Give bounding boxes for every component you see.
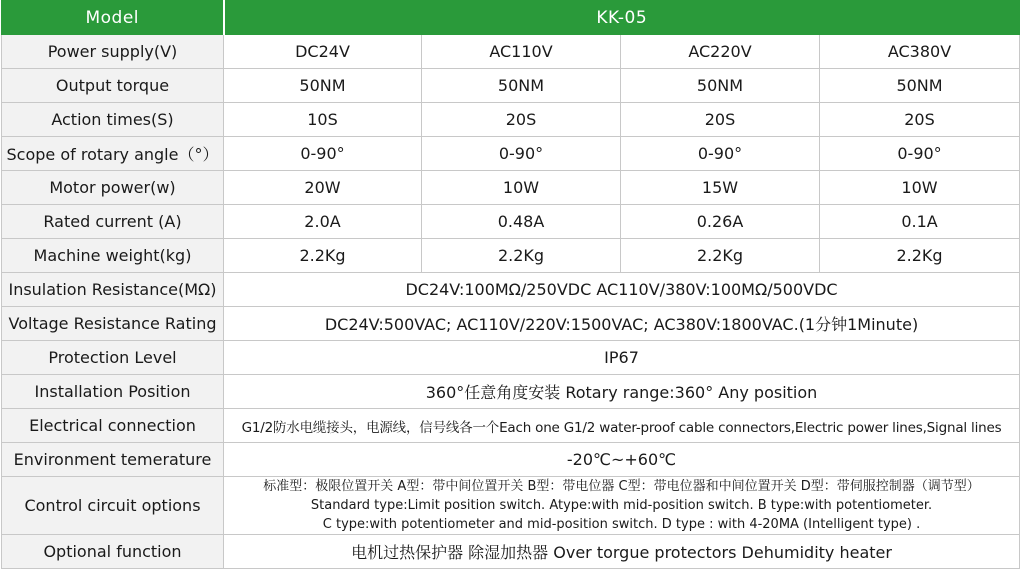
row-label: Protection Level: [2, 341, 224, 375]
row-motor-power: [2, 171, 1020, 205]
row-machine-weight: [2, 239, 1020, 273]
cell-value: 20W: [224, 171, 422, 205]
row-output-torque: [2, 69, 1020, 103]
cell-value: 0-90°: [820, 137, 1020, 171]
cell-value: 20S: [422, 103, 621, 137]
control-line-en-1: Standard type:Limit position switch. Atype:with mid-position switch. B type:with potentiometer.: [310, 498, 933, 513]
row-optional-function: [2, 535, 1020, 569]
cell-value: 0.48A: [422, 205, 621, 239]
cell-value: G1/2防水电缆接头，电源线，信号线各一个Each one G1/2 water-proof cable connectors,Electric power lines,Signal lines: [224, 409, 1020, 443]
cell-value: 0-90°: [422, 137, 621, 171]
row-label: Environment temerature: [2, 443, 224, 477]
row-installation-position: [2, 375, 1020, 409]
cell-value: 0-90°: [621, 137, 820, 171]
cell-value: AC110V: [422, 35, 621, 69]
cell-value: 电机过热保护器 除湿加热器 Over torgue protectors Dehumidity heater: [224, 535, 1020, 569]
row-electrical-connection: [2, 409, 1020, 443]
row-rated-current: [2, 205, 1020, 239]
cell-value: DC24V:100MΩ/250VDC AC110V/380V:100MΩ/500VDC: [224, 273, 1020, 307]
row-label: Optional function: [2, 535, 224, 569]
row-rotary-angle: [2, 137, 1020, 171]
cell-value: 2.2Kg: [422, 239, 621, 273]
row-label: Power supply(V): [2, 35, 224, 69]
cell-value: DC24V:500VAC; AC110V/220V:1500VAC; AC380V:1800VAC.(1分钟1Minute): [224, 307, 1020, 341]
cell-value: 2.2Kg: [224, 239, 422, 273]
row-protection-level: [2, 341, 1020, 375]
row-voltage-resistance: [2, 307, 1020, 341]
cell-value: 50NM: [224, 69, 422, 103]
cell-value: 20S: [820, 103, 1020, 137]
cell-value: 10S: [224, 103, 422, 137]
cell-value: AC220V: [621, 35, 820, 69]
row-power-supply: [2, 35, 1020, 69]
row-action-times: [2, 103, 1020, 137]
cell-value: IP67: [224, 341, 1020, 375]
row-label: Voltage Resistance Rating: [2, 307, 224, 341]
cell-value: DC24V: [224, 35, 422, 69]
cell-value: 2.2Kg: [621, 239, 820, 273]
row-label: Output torque: [2, 69, 224, 103]
cell-value: -20℃~+60℃: [224, 443, 1020, 477]
cell-value: 360°任意角度安装 Rotary range:360° Any position: [224, 375, 1020, 409]
cell-value: 50NM: [820, 69, 1020, 103]
cell-value: 0.26A: [621, 205, 820, 239]
cell-value: 2.2Kg: [820, 239, 1020, 273]
cell-value: 0-90°: [224, 137, 422, 171]
cell-value: 0.1A: [820, 205, 1020, 239]
cell-value: 20S: [621, 103, 820, 137]
row-label: Machine weight(kg): [2, 239, 224, 273]
cell-value: AC380V: [820, 35, 1020, 69]
row-environment-temperature: [2, 443, 1020, 477]
row-label: Insulation Resistance(MΩ): [2, 273, 224, 307]
cell-value: 15W: [621, 171, 820, 205]
header-row: [2, 1, 1020, 35]
model-value: KK-05: [224, 1, 1020, 35]
cell-value: [224, 477, 1020, 535]
row-insulation-resistance: [2, 273, 1020, 307]
cell-value: 50NM: [422, 69, 621, 103]
cell-value: 50NM: [621, 69, 820, 103]
cell-value: 2.0A: [224, 205, 422, 239]
row-label: Scope of rotary angle（°）: [2, 137, 224, 171]
spec-table: [1, 0, 1020, 569]
row-label: Installation Position: [2, 375, 224, 409]
model-label: Model: [2, 1, 224, 35]
row-label: Action times(S): [2, 103, 224, 137]
cell-value: 10W: [820, 171, 1020, 205]
row-label: Motor power(w): [2, 171, 224, 205]
control-line-en-2: C type:with potentiometer and mid-position switch. D type : with 4-20MA (Intelligent type) .: [322, 517, 921, 532]
control-line-cn: 标准型：极限位置开关 A型：带中间位置开关 B型：带电位器 C型：带电位器和中间位置开关 D型：带伺服控制器（调节型）: [263, 479, 980, 494]
row-label: Rated current (A): [2, 205, 224, 239]
cell-value: 10W: [422, 171, 621, 205]
row-label: Electrical connection: [2, 409, 224, 443]
row-label: Control circuit options: [2, 477, 224, 535]
row-control-circuit-options: [2, 477, 1020, 535]
